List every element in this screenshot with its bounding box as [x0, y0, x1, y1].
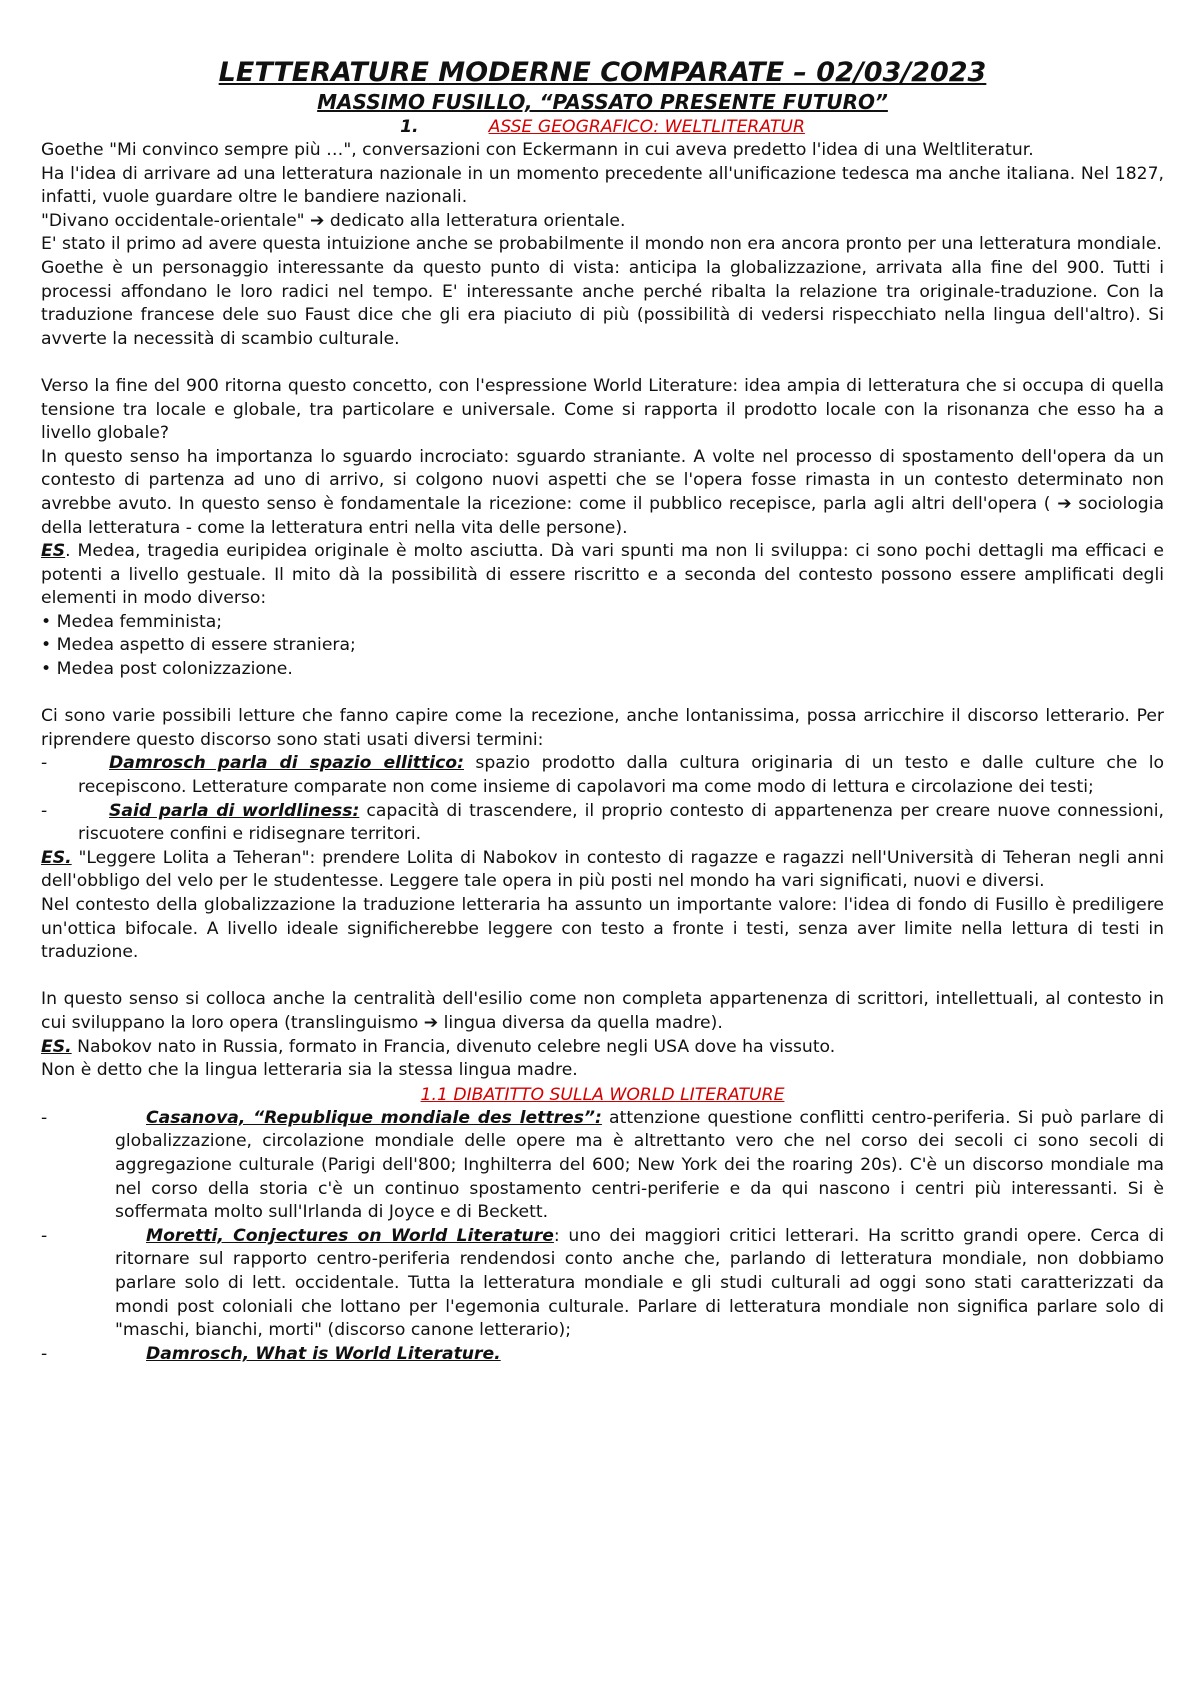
paragraph-lolita-example: ES. "Leggere Lolita a Teheran": prendere Lolita di Nabokov in contesto di ragazze e ragazzi nell'Università di Teheran negli anni dell'obbligo del velo per le studentesse. Leggere tale opera in più posti nel mondo ha vari significati, nuovi e diversi. — [41, 847, 1164, 892]
list-item: • Medea post colonizzazione. — [41, 659, 293, 680]
example-label: ES — [41, 541, 66, 562]
dash-marker: - — [41, 800, 48, 821]
paragraph-readings: Ci sono varie possibili letture che fanno capire come la recezione, anche lontanissima, possa arricchire il discorso letterario. Per riprendere questo discorso sono stati usati diversi termini: — [41, 706, 1164, 750]
paragraph-translation: Nel contesto della globalizzazione la traduzione letteraria ha assunto un importante valore: l'idea di fondo di Fusillo è prediligere un'ottica bifocale. A livello ideale significherebbe leggere con testo a fronte i testi, senza aver limite nella lettura di testi in traduzione. — [41, 895, 1164, 963]
list-item-casanova: - Casanova, “Republique mondiale des lettres”: attenzione questione conflitti centro-periferia. Si può parlare di globalizzazione, circolazione mondiale delle opere ma è altrettanto vero che nel corso dei secoli ci sono secoli di aggregazione culturale (Parigi dell'800; Inghilterra del 600; New York dei the roaring 20s). C'è un discorso mondiale ma nel corso della storia c'è un continuo spostamento centri-periferie e da qui nascono i centri più interessanti. Si è soffermata molto sull'Irlanda di Joyce e di Beckett. — [41, 1107, 1164, 1223]
paragraph-goethe-quote: Goethe "Mi convinco sempre più …", conversazioni con Eckermann in cui aveva predetto l'idea di una Weltliteratur. — [41, 140, 1034, 160]
bullet-icon: • — [41, 659, 52, 680]
dash-marker: - — [41, 1225, 48, 1246]
paragraph-sguardo-incrociato: In questo senso ha importanza lo sguardo incrociato: sguardo straniante. A volte nel processo di spostamento dell'opera da un contesto di partenza ad uno di arrivo, si colgono nuovi aspetti che se l'opera fosse rimasta in un contesto determinato non avrebbe avuto. In questo senso è fondamentale la ricezione: come il pubblico recepisce, parla agli altri dell'opera ( ➔ sociologia della letteratura - come la letteratura entri nella vita delle persone). — [41, 446, 1165, 538]
section-title: ASSE GEOGRAFICO: WELTLITERATUR — [488, 117, 805, 137]
dash-marker: - — [41, 753, 48, 774]
document-title: LETTERATURE MODERNE COMPARATE – 02/03/2023 — [218, 57, 987, 88]
paragraph-first-intuition: E' stato il primo ad avere questa intuizione anche se probabilmente il mondo non era ancora pronto per una letteratura mondiale. — [41, 234, 1162, 255]
dash-marker: - — [41, 1343, 48, 1364]
section-1-1-heading: 1.1 DIBATITTO SULLA WORLD LITERATURE — [420, 1084, 785, 1105]
example-label: ES. — [41, 847, 72, 868]
list-item-said: - Said parla di worldliness: capacità di trascendere, il proprio contesto di appartenenza per creare nuove connessioni, riscuotere confini e ridisegnare territori. — [41, 800, 1164, 845]
arrow-icon: ➔ — [1057, 493, 1072, 514]
list-item-moretti: - Moretti, Conjectures on World Literature: uno dei maggiori critici letterari. Ha scritto grandi opere. Cerca di ritornare sul rapporto centro-periferia rendendosi conto anche che, parlando di letteratura mondiale, non dobbiamo parlare solo di lett. occidentale. Tutta la letteratura mondiale e gli studi culturali ad oggi sono stati caratterizzati da mondi post coloniali che lottano per l'egemonia culturale. Parlare di letteratura mondiale non significa parlare solo di "maschi, bianchi, morti" (discorso canone letterario); — [41, 1225, 1164, 1341]
document-subtitle: MASSIMO FUSILLO, “PASSATO PRESENTE FUTURO” — [317, 90, 888, 114]
paragraph-medea-example: ES. Medea, tragedia euripidea originale è molto asciutta. Dà vari spunti ma non li sviluppa: ci sono pochi dettagli ma efficaci e potenti a livello gestuale. Il mito dà la possibilità di essere riscritto e a seconda del contesto possono essere amplificati degli elementi in modo diverso: — [41, 541, 1164, 609]
paragraph-mother-tongue: Non è detto che la lingua letteraria sia la stessa lingua madre. — [41, 1060, 578, 1081]
document-page — [41, 56, 1164, 1366]
blank-line — [41, 682, 1164, 706]
list-item-damrosch: - Damrosch parla di spazio ellittico: spazio prodotto dalla cultura originaria di un testo e dalle culture che lo recepiscono. Letterature comparate non come insieme di capolavori ma come modo di lettura e circolazione dei testi; — [41, 753, 1165, 798]
list-item: • Medea femminista; — [41, 611, 223, 632]
section-1-heading — [41, 115, 1164, 139]
arrow-icon: ➔ — [310, 210, 325, 231]
bullet-icon: • — [41, 611, 52, 632]
paragraph-nabokov-example: ES. Nabokov nato in Russia, formato in Francia, divenuto celebre negli USA dove ha vissuto. — [41, 1036, 836, 1057]
list-item-damrosch-what-is: - Damrosch, What is World Literature. — [41, 1343, 1164, 1367]
paragraph-goethe-globalization: Goethe è un personaggio interessante da questo punto di vista: anticipa la globalizzazione, arrivata alla fine del 900. Tutti i processi affondano le loro radici nel tempo. E' interessante anche perché ribalta la relazione tra originale-traduzione. Con la traduzione francese dele suo Faust dice che gli era piaciuto di più (possibilità di vedersi rispecchiato nella lingua dell'altro). Si avverte la necessità di scambio culturale. — [41, 257, 1164, 349]
paragraph-world-literature: Verso la fine del 900 ritorna questo concetto, con l'espressione World Literature: idea ampia di letteratura che si occupa di quella tensione tra locale e globale, tra particolare e universale. Come si rapporta il prodotto locale con la risonanza che esso ha a livello globale? — [41, 375, 1164, 444]
bullet-icon: • — [41, 635, 52, 656]
arrow-icon: ➔ — [423, 1012, 439, 1033]
paragraph-divano: "Divano occidentale-orientale" ➔ dedicato alla letteratura orientale. — [41, 210, 626, 231]
blank-line — [41, 351, 1164, 375]
section-number: 1. — [400, 117, 419, 137]
example-label: ES. — [41, 1036, 72, 1057]
list-item: • Medea aspetto di essere straniera; — [41, 635, 356, 656]
blank-line — [41, 965, 1164, 989]
paragraph-exile: In questo senso si colloca anche la centralità dell'esilio come non completa appartenenza di scrittori, intellettuali, al contesto in cui sviluppano la loro opera (translinguismo ➔ lingua diversa da quella madre). — [41, 989, 1164, 1033]
paragraph-national-literature: Ha l'idea di arrivare ad una letteratura nazionale in un momento precedente all'unificazione tedesca ma anche italiana. Nel 1827, infatti, vuole guardare oltre le bandiere nazionali. — [41, 163, 1164, 208]
dash-marker: - — [41, 1107, 48, 1128]
